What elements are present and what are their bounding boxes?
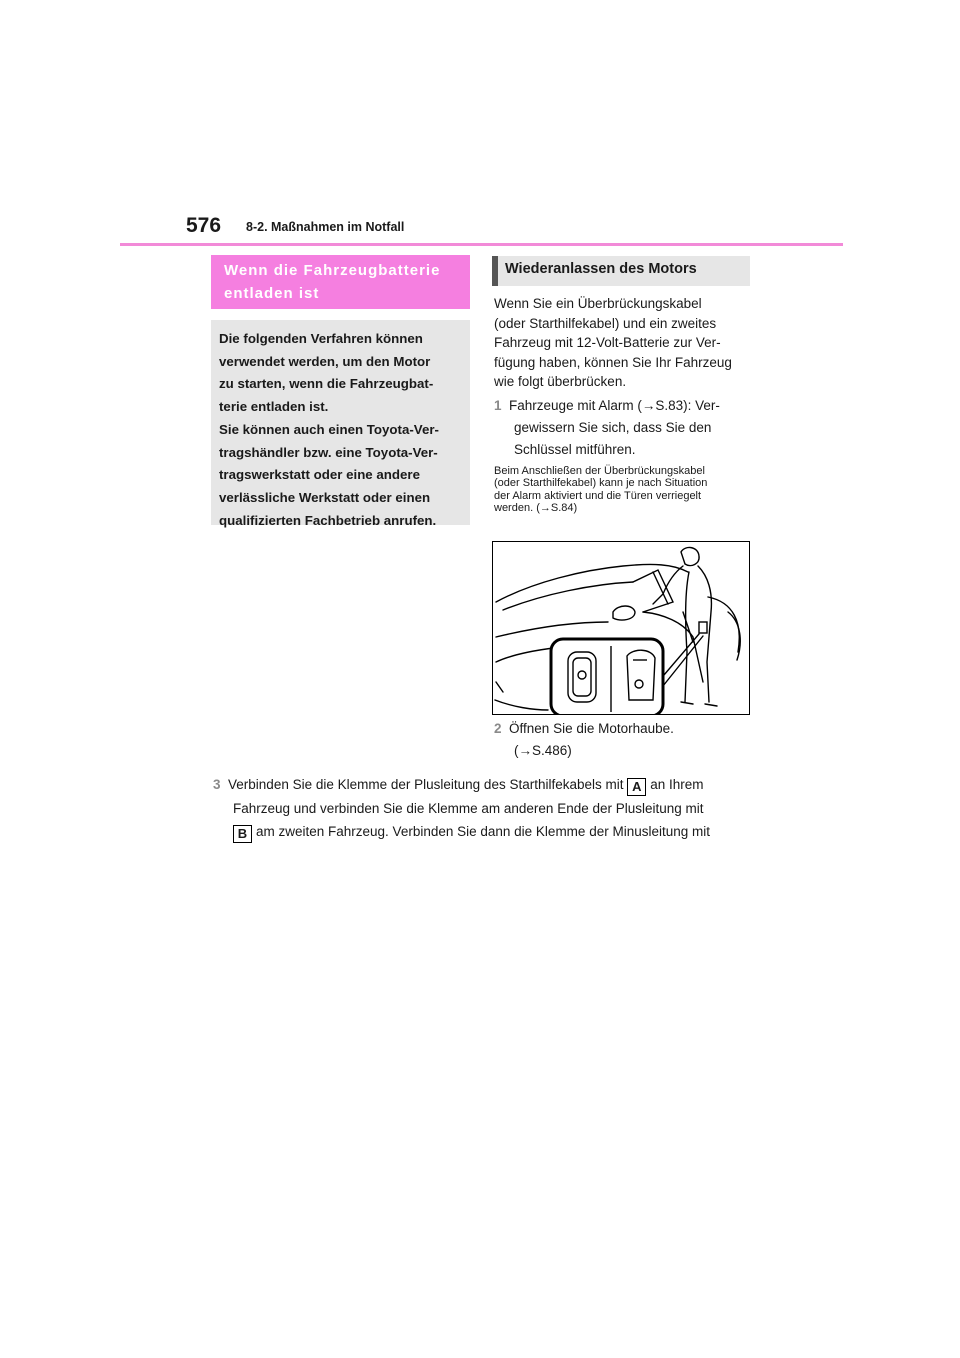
intro-line: qualifizierten Fachbetrieb anrufen. bbox=[219, 512, 437, 528]
step-text: Verbinden Sie die Klemme der Plusleitung des Starthilfekabels mit bbox=[228, 777, 624, 792]
restart-intro bbox=[494, 294, 732, 392]
text-line: Wenn Sie ein Überbrückungskabel bbox=[494, 296, 702, 311]
step-number: 2 bbox=[494, 721, 502, 736]
car-illustration-svg bbox=[493, 542, 750, 715]
step-number: 3 bbox=[213, 777, 221, 792]
intro-line: verwendet werden, um den Motor bbox=[219, 353, 431, 369]
intro-line: terie entladen ist. bbox=[219, 399, 329, 415]
page-number: 576 bbox=[186, 214, 222, 237]
section-heading-restart: Wiederanlassen des Motors bbox=[492, 256, 750, 286]
intro-box bbox=[211, 320, 470, 528]
text-line: Fahrzeug mit 12-Volt-Batterie zur Ver- bbox=[494, 335, 721, 350]
step-text: an Ihrem bbox=[650, 777, 704, 792]
step-text: Schlüssel mitführen. bbox=[514, 442, 636, 457]
label-a-badge: A bbox=[627, 778, 646, 796]
note-line: werden. (→S.84) bbox=[494, 502, 578, 515]
header-rule bbox=[120, 243, 843, 246]
step-text: gewissern Sie sich, dass Sie den bbox=[514, 420, 712, 435]
step-text: (→S.486) bbox=[514, 743, 572, 758]
step-text: am zweiten Fahrzeug. Verbinden Sie dann die Klemme der Minusleitung mit bbox=[256, 824, 710, 839]
alarm-note bbox=[494, 465, 752, 515]
step-number: 1 bbox=[494, 398, 502, 413]
note-line: (oder Starthilfekabel) kann je nach Situation bbox=[494, 477, 708, 490]
intro-line: zu starten, wenn die Fahrzeugbat- bbox=[219, 376, 434, 392]
step-text: Öffnen Sie die Motorhaube. bbox=[509, 721, 674, 736]
step-3 bbox=[213, 773, 773, 844]
intro-line: tragshändler bzw. eine Toyota-Ver- bbox=[219, 444, 438, 460]
label-b-badge: B bbox=[233, 825, 252, 843]
section-reference: 8-2. Maßnahmen im Notfall bbox=[246, 220, 405, 234]
car-key-illustration bbox=[492, 541, 750, 715]
note-line: der Alarm aktiviert und die Türen verriegelt bbox=[494, 489, 702, 502]
step-text: Fahrzeuge mit Alarm (→S.83): Ver- bbox=[509, 398, 720, 413]
text-line: (oder Starthilfekabel) und ein zweites bbox=[494, 315, 717, 331]
step-text: Fahrzeug und verbinden Sie die Klemme am anderen Ende der Plusleitung mit bbox=[233, 800, 704, 816]
step-2 bbox=[494, 718, 674, 762]
text-line: fügung haben, können Sie Ihr Fahrzeug bbox=[494, 354, 732, 370]
text-line: wie folgt überbrücken. bbox=[494, 374, 627, 389]
intro-line: Sie können auch einen Toyota-Ver- bbox=[219, 421, 439, 437]
note-line: Beim Anschließen der Überbrückungskabel bbox=[494, 465, 705, 477]
heading-line: entladen ist bbox=[224, 285, 320, 302]
step-1 bbox=[494, 395, 720, 461]
heading-line: Wenn die Fahrzeugbatterie bbox=[224, 262, 441, 279]
intro-line: Die folgenden Verfahren können bbox=[219, 331, 423, 346]
intro-line: verlässliche Werkstatt oder einen bbox=[219, 489, 431, 505]
section-heading-battery bbox=[211, 255, 470, 309]
intro-line: tragswerkstatt oder eine andere bbox=[219, 467, 421, 483]
